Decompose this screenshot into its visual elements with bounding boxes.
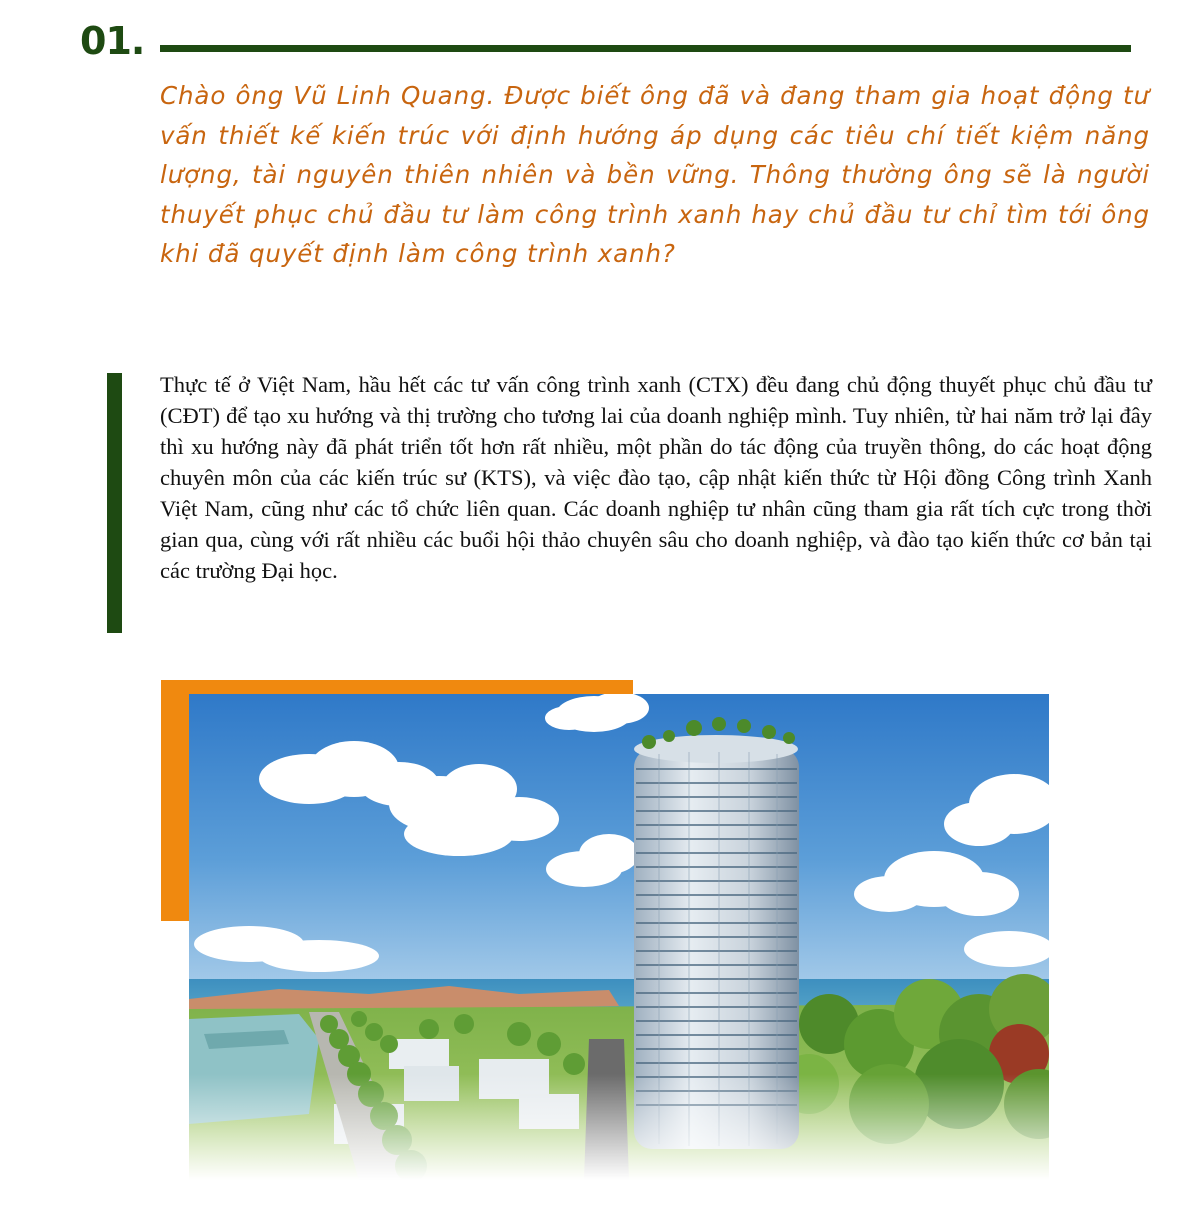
bottom-fade: [189, 1074, 1049, 1180]
interview-question: Chào ông Vũ Linh Quang. Được biết ông đã và đang tham gia hoạt động tư vấn thiết kế kiến trúc với định hướng áp dụng các tiêu chí tiết kiệm năng lượng, tài nguyên thiên nhiên và bền vững. Thông thường ông sẽ là người thuyết phục chủ đầu tư làm công trình xanh hay chủ đầu tư chỉ tìm tới ông khi đã quyết định làm công trình xanh?: [160, 81, 1150, 268]
building-rendering-photo: [189, 694, 1049, 1180]
section-number: 01.: [80, 19, 145, 63]
answer-accent-bar: [107, 373, 122, 633]
interview-answer: Thực tế ở Việt Nam, hầu hết các tư vấn công trình xanh (CTX) đều đang chủ động thuyết phục chủ đầu tư (CĐT) để tạo xu hướng và thị trường cho tương lai của doanh nghiệp mình. Tuy nhiên, từ hai năm trở lại đây thì xu hướng này đã phát triển tốt hơn rất nhiều, một phần do tác động của truyền thông, do các hoạt động chuyên môn của các kiến trúc sư (KTS), và việc đào tạo, cập nhật kiến thức từ Hội đồng Công trình Xanh Việt Nam, cũng như các tổ chức liên quan. Các doanh nghiệp tư nhân cũng tham gia rất tích cực trong thời gian qua, cùng với rất nhiều các buổi hội thảo chuyên sâu cho doanh nghiệp, và đào tạo kiến thức cơ bản tại các trường Đại học.: [160, 372, 1152, 583]
header-rule: [160, 45, 1131, 52]
